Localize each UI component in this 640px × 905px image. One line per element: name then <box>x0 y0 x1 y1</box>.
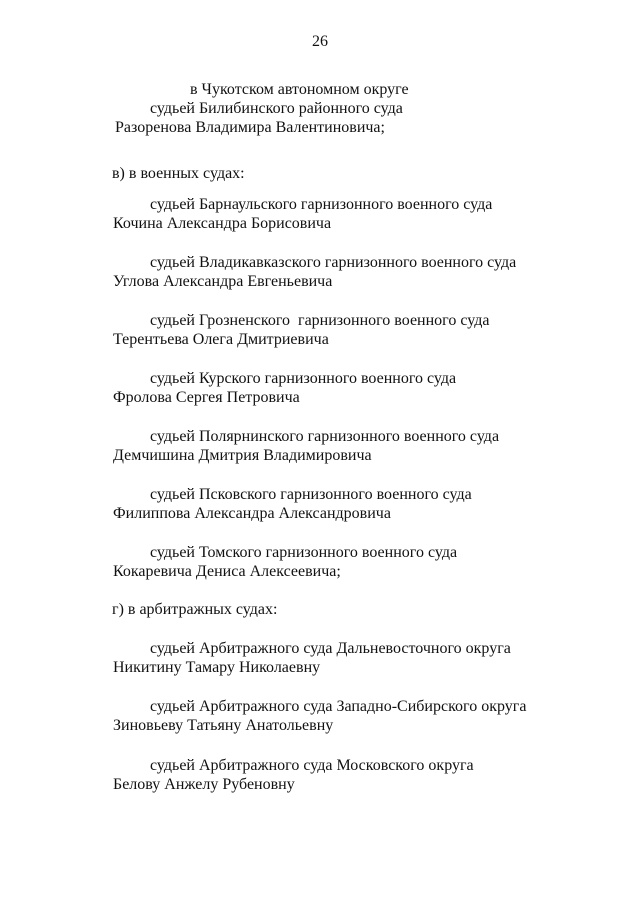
judge-name: Углова Александра Евгеньевича <box>113 273 333 290</box>
judge-name: Демчишина Дмитрия Владимировича <box>113 447 372 464</box>
court-position: судьей Арбитражного суда Дальневосточного округа <box>150 640 511 657</box>
region-line: в Чукотском автономном округе <box>190 81 409 98</box>
judge-name: Фролова Сергея Петровича <box>113 389 300 406</box>
judge-name: Белову Анжелу Рубеновну <box>113 776 295 793</box>
court-position: судьей Полярнинского гарнизонного военного суда <box>150 428 500 445</box>
judge-name: Зиновьеву Татьяну Анатольевну <box>113 717 334 734</box>
court-position: судьей Псковского гарнизонного военного суда <box>150 486 472 503</box>
court-position: судьей Билибинского районного суда <box>150 100 403 117</box>
section-heading-arbitration: г) в арбитражных судах: <box>112 601 278 618</box>
court-position: судьей Томского гарнизонного военного суда <box>150 544 458 561</box>
judge-name: Разоренова Владимира Валентиновича; <box>115 119 385 136</box>
court-position: судьей Арбитражного суда Московского округа <box>150 757 474 774</box>
court-position: судьей Барнаульского гарнизонного военного суда <box>150 196 493 213</box>
judge-name: Кочина Александра Борисовича <box>113 215 332 232</box>
judge-name: Филиппова Александра Александровича <box>113 505 391 522</box>
judge-name: Никитину Тамару Николаевну <box>113 659 321 676</box>
judge-name: Кокаревича Дениса Алексеевича; <box>113 563 341 580</box>
court-position: судьей Курского гарнизонного военного суда <box>150 370 457 387</box>
court-position: судьей Арбитражного суда Западно-Сибирского округа <box>150 698 527 715</box>
page-number: 26 <box>312 33 328 50</box>
court-position: судьей Грозненского гарнизонного военного суда <box>150 312 490 329</box>
judge-name: Терентьева Олега Дмитриевича <box>113 331 329 348</box>
section-heading-military: в) в военных судах: <box>112 165 245 182</box>
court-position: судьей Владикавказского гарнизонного военного суда <box>150 254 517 271</box>
